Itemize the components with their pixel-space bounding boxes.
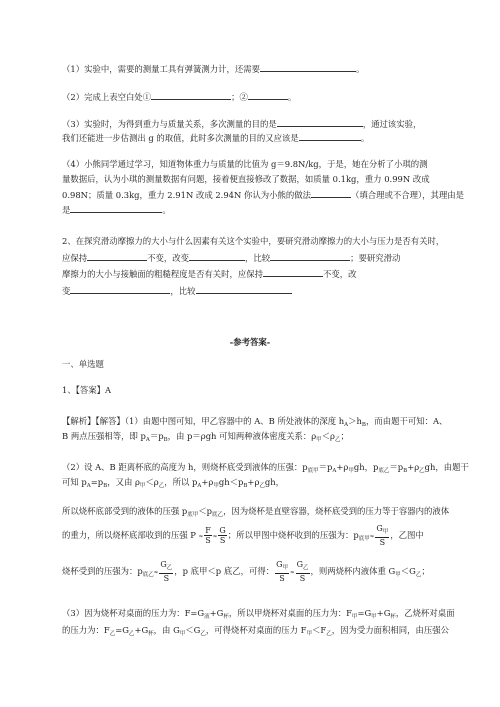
exp-text: 烧杯受到的压强为：p xyxy=(62,566,143,576)
q1-part4-l2 xyxy=(62,173,430,185)
exp-sub: 底甲 xyxy=(358,536,370,542)
exp-sub: 乙 xyxy=(200,631,206,637)
exp-text: +ρ xyxy=(247,477,260,487)
exp-sub: A xyxy=(344,422,349,428)
exp-text: 的重力，所以烧杯底部收到的压强 P xyxy=(62,530,196,540)
exp-text: ，可得烧杯对桌面的压力 F xyxy=(205,625,307,635)
explanation-l2 xyxy=(62,430,349,446)
exp-sub: 甲 xyxy=(282,565,288,571)
q2-text-b1: 应保持 xyxy=(62,253,88,263)
q1-part4-l3 xyxy=(62,188,464,201)
answer-blank[interactable] xyxy=(270,251,350,261)
approx-sign: ≈ xyxy=(369,534,375,540)
answer-blank[interactable] xyxy=(151,90,231,100)
approx-sign: ≈ xyxy=(289,570,295,576)
exp-sub: 甲 xyxy=(382,529,389,535)
q2-text-d1: 变 xyxy=(62,286,71,296)
exp-sub: 甲 xyxy=(316,437,322,443)
q1-part4-text-c: 0.98N；质量 0.3kg，重力 2.91N 改成 2.94N 你认为小熊的做法 xyxy=(62,190,311,200)
frac-num xyxy=(296,560,310,574)
exp-text: gh，p xyxy=(353,462,379,472)
answer-blank[interactable] xyxy=(70,203,162,213)
exp-text: ＝p xyxy=(149,431,164,441)
q1-part3-text-c: 我们还能进一步估测出 g 的取值，此时多次测量的目的又应该是 xyxy=(62,133,299,143)
exp-text: +G xyxy=(134,625,149,635)
exp-text: 所以烧杯底部受到的液体的压强 p xyxy=(62,506,188,516)
q1-part4-text-a: （4）小熊同学通过学习，知道物体重力与质量的比值为 g＝9.8N/kg，于是，她在分析了小琪的测 xyxy=(62,159,428,169)
exp-sub: 乙 xyxy=(109,631,116,637)
exp-sub: 乙 xyxy=(302,565,309,571)
frac-den: S xyxy=(219,536,226,545)
answer-blank[interactable] xyxy=(196,284,292,294)
frac-num xyxy=(275,560,289,574)
q2-text-c1: 摩擦力的大小与接触面的粗糙程度是否有关时，应保持 xyxy=(62,269,263,279)
exp-sub: B xyxy=(103,483,108,489)
exp-text: ，p 底甲＜p 底乙，可得： xyxy=(174,566,275,576)
q2-text-a: 2、在探究滑动摩擦力的大小与什么因素有关这个实验中，要研究滑动摩擦力的大小与压力是否有关时， xyxy=(62,236,445,246)
exp-sub: 甲 xyxy=(351,614,358,620)
exp-text: ＜G xyxy=(400,566,416,576)
explanation-l9: 的压力为：$F_乙=G_乙+G_杯$，由 $G_甲<G_乙$，可得烧杯对桌面的压力 $F_甲<F_乙$，因为受力面积相同，由压强公 xyxy=(62,625,449,637)
exp-sub: A xyxy=(332,468,337,474)
q1-part4-text-e: 是 xyxy=(62,205,71,215)
exp-sub: 甲 xyxy=(179,631,186,637)
answer-title: -参考答案- xyxy=(229,337,271,347)
exp-sub: 乙 xyxy=(419,468,425,474)
exp-sub: 乙 xyxy=(335,437,341,443)
q2-text-b2: 不变，改变 xyxy=(147,253,189,263)
exp-text: ，由 G xyxy=(153,625,180,635)
explanation-l8: （3）因为烧杯对桌面的压力为：$F=G_液+G_杯$，所以甲烧杯对桌面的压力为：$F_甲=G_甲+G_杯$，乙烧杯对桌面 xyxy=(62,608,455,620)
frac-den: S xyxy=(163,574,170,583)
exp-text: ，由 p＝ρgh 可知两种液体密度关系：ρ xyxy=(167,431,317,441)
answer-blank[interactable] xyxy=(299,131,361,141)
exp-sub: 甲 xyxy=(371,614,377,620)
frac-g: G xyxy=(276,560,283,569)
exp-text: ＝p xyxy=(318,462,333,472)
q1-part3 xyxy=(62,117,421,130)
fraction xyxy=(275,560,289,583)
exp-text: gh，由题干 xyxy=(424,462,469,472)
answer-blank[interactable] xyxy=(277,117,363,127)
exp-text: +ρ xyxy=(201,477,214,487)
exp-sub: A xyxy=(86,483,91,489)
answer-blank[interactable] xyxy=(189,251,245,261)
exp-sub: A xyxy=(145,437,150,443)
frac-den: S xyxy=(279,574,285,583)
exp-text: ，所以 p xyxy=(164,477,198,487)
exp-sub: 乙 xyxy=(259,483,265,489)
approx-sign: ≈ xyxy=(153,570,159,576)
explanation-l7 xyxy=(62,560,430,585)
q1-part2-text-a: （2）完成上表空白处① xyxy=(62,92,152,102)
frac-den: S xyxy=(379,538,386,547)
exp-text: +G xyxy=(376,608,391,618)
q1-part1: （1）实验中，需要的测量工具有弹簧测力计，还需要 。 xyxy=(62,64,365,74)
explanation-l3: （2）设 A、B 距离杯底的高度为 h，则烧杯底受到液体的压强：$p_{底甲}=p_A+\rho_甲gh$，$p_{底乙}=p_B+\rho_乙gh$，由题干 xyxy=(62,462,469,474)
frac-num xyxy=(159,560,173,574)
q1-part1-text: （1）实验中，需要的测量工具有弹簧测力计，还需要 xyxy=(62,64,260,74)
exp-text: =p xyxy=(90,477,104,487)
fraction xyxy=(296,560,310,583)
q2-text-d2: ，比较 xyxy=(170,286,196,296)
q1-part3-text-b: ，通过该实验， xyxy=(362,119,422,129)
frac-g: G xyxy=(160,560,167,569)
q2-l1 xyxy=(62,235,444,247)
exp-text: ＝p xyxy=(389,462,404,472)
exp-text: =G xyxy=(357,608,372,618)
frac-num xyxy=(375,524,389,538)
exp-text: （3）因为烧杯对桌面的压力为：F=G xyxy=(62,608,205,618)
frac-den: S xyxy=(299,574,306,583)
exp-text: +ρ xyxy=(407,462,420,472)
exp-sub: 甲 xyxy=(213,483,219,489)
exp-text: =G xyxy=(115,625,129,635)
exp-sub: 甲 xyxy=(395,572,401,578)
approx-sign: ≈ xyxy=(212,534,218,540)
frac-den: S xyxy=(205,536,211,545)
fraction xyxy=(159,560,173,583)
q1-part4-l4: 是 。 xyxy=(62,205,171,215)
exp-sub: 甲 xyxy=(306,631,313,637)
exp-text: ，乙烧杯对桌面 xyxy=(395,608,455,618)
section-heading: 一、单选题 xyxy=(62,359,104,369)
fraction xyxy=(204,526,212,545)
q2-l2 xyxy=(62,251,400,264)
explanation-l5: 所以烧杯底部受到的液体的压强 $p_{底甲}<p_{底乙}$，因为烧杯是直壁容器，烧杯底受到的压力等于容器内的液体 xyxy=(62,506,450,518)
exp-text: ＜ρ xyxy=(145,477,159,487)
frac-g: G xyxy=(376,524,383,533)
answer-blank[interactable] xyxy=(70,284,170,294)
exp-text: ＞h xyxy=(348,416,362,426)
exp-text: ；所以甲图中烧杯收到的压强为：p xyxy=(227,530,359,540)
exp-sub: B xyxy=(243,483,248,489)
q1-part2: （2）完成上表空白处① ；② 。 xyxy=(62,92,297,102)
frac-num: F xyxy=(205,526,211,535)
q1-part4-l1 xyxy=(62,158,428,170)
frac-num: G xyxy=(219,526,226,535)
q2-text-c2: 不变，改 xyxy=(323,269,357,279)
fraction xyxy=(218,526,226,545)
exp-sub: B xyxy=(163,437,168,443)
exp-text: 【解析】【解答】（1）由题中图可知，甲乙容器中的 A、B 所处液体的深度 h xyxy=(62,416,345,426)
q2-text-b3: ，比较 xyxy=(245,253,271,263)
explanation-l4 xyxy=(62,476,284,492)
answer-blank[interactable] xyxy=(311,188,351,198)
explanation-l6 xyxy=(62,524,424,549)
exp-text: ，则两烧杯内液体重 G xyxy=(310,566,396,576)
explanation-l1 xyxy=(62,415,447,431)
answer-1: 1、【答案】A xyxy=(62,385,112,395)
exp-text: +ρ xyxy=(336,462,349,472)
q1-part4-text-b: 量数据后，认为小琪的测量数据有问题，接着便直接修改了数据，如质量 0.1kg，重力 0.99N 改成 xyxy=(62,174,430,184)
exp-sub: 乙 xyxy=(158,483,165,489)
exp-text: gh＜p xyxy=(218,477,244,487)
fraction xyxy=(375,524,389,547)
exp-sub: 乙 xyxy=(326,631,332,637)
q2-text-b4: ；要研究滑动 xyxy=(350,253,401,263)
exp-sub: 乙 xyxy=(415,572,422,578)
exp-text: ＜p xyxy=(198,506,213,516)
exp-text: ，而由题干可知：A、 xyxy=(365,416,448,426)
exp-sub: 底乙 xyxy=(142,572,154,578)
q1-part3-text-a: （3）实验时，为得到重力与质量关系，多次测量的目的是 xyxy=(62,119,277,129)
exp-sub: 乙 xyxy=(166,565,173,571)
exp-text: ，又由 ρ xyxy=(107,477,140,487)
exp-text: ； xyxy=(340,431,349,441)
exp-text: ＜F xyxy=(312,625,327,635)
q1-part3-cont: 我们还能进一步估测出 g 的取值，此时多次测量的目的又应该是 。 xyxy=(62,133,370,143)
exp-text: （2）设 A、B 距离杯底的高度为 h，则烧杯底受到液体的压强：p xyxy=(62,462,308,472)
exp-sub: B xyxy=(403,468,408,474)
exp-text: +G xyxy=(209,608,224,618)
exp-sub: A xyxy=(197,483,202,489)
exp-sub: B xyxy=(361,422,366,428)
exp-text: ＜ρ xyxy=(321,431,335,441)
exp-text: ，乙图中 xyxy=(390,530,424,540)
exp-text: 的压力为：F xyxy=(62,625,110,635)
q1-part4-text-d: （填合理或不合理），其理由是 xyxy=(351,190,465,200)
answer-blank[interactable] xyxy=(263,267,323,277)
exp-text: 可知 p xyxy=(62,477,87,487)
exp-text: B 两点压强相等，即 p xyxy=(62,431,146,441)
exp-text: ，所以甲烧杯对桌面的压力为：F xyxy=(228,608,352,618)
exp-text: ； xyxy=(421,566,430,576)
exp-sub: 甲 xyxy=(139,483,146,489)
q2-l4 xyxy=(62,284,292,297)
q1-part2-text-b: ；② xyxy=(231,92,248,102)
approx-sign: ≈ xyxy=(198,534,204,540)
exp-text: ＜G xyxy=(185,625,201,635)
answer-blank[interactable] xyxy=(87,251,147,261)
exp-sub: 甲 xyxy=(348,468,354,474)
exp-text: ，因为烧杯是直壁容器，烧杯底受到的压力等于容器内的液体 xyxy=(223,506,450,516)
answer-blank[interactable] xyxy=(248,90,288,100)
exp-sub: 乙 xyxy=(128,631,135,637)
q2-l3 xyxy=(62,267,357,280)
exp-text: ，因为受力面积相同，由压强公 xyxy=(331,625,449,635)
frac-g: G xyxy=(296,560,303,569)
answer-blank[interactable] xyxy=(260,62,356,72)
exp-text: gh， xyxy=(264,477,285,487)
